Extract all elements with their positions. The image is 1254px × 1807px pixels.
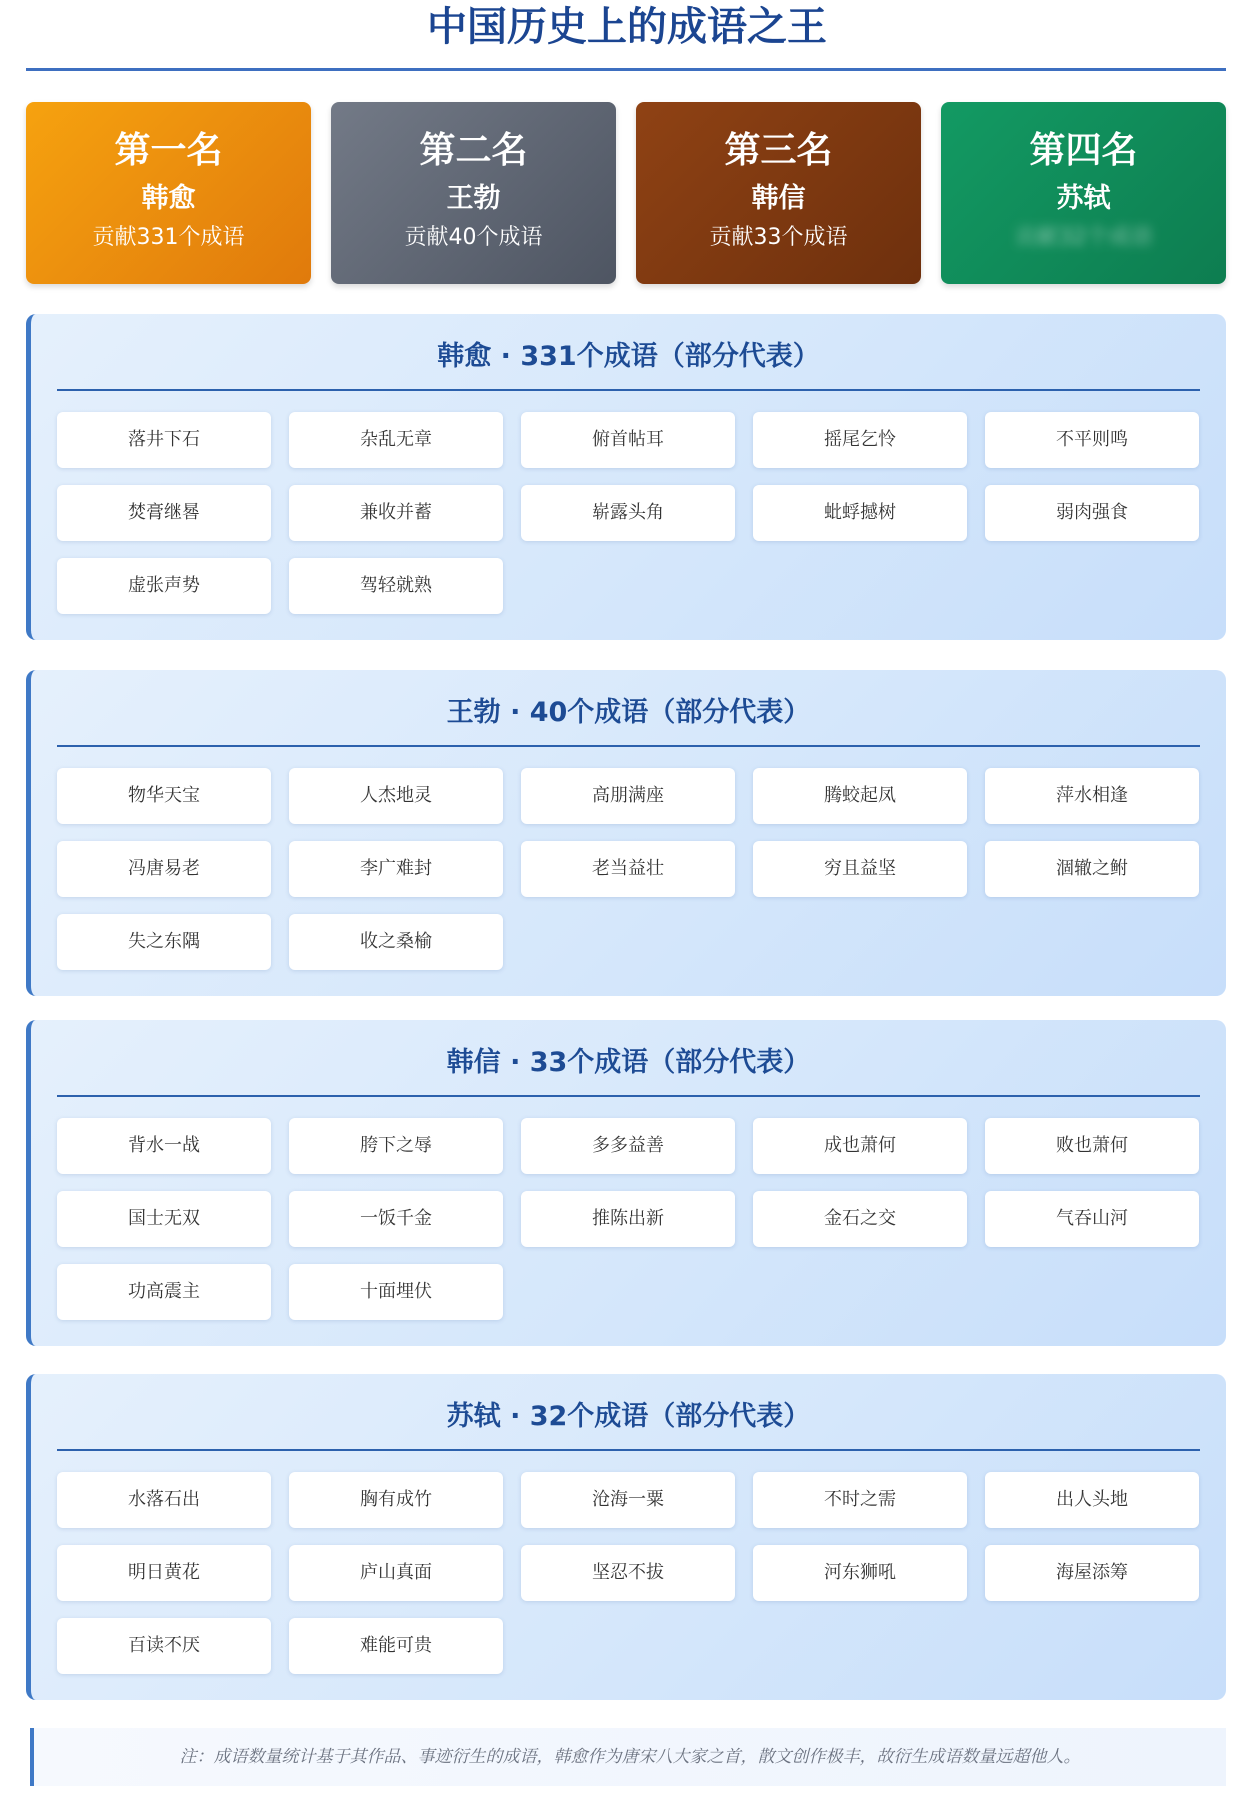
idiom-chip: 庐山真面 [289,1545,503,1601]
idiom-chip: 胸有成竹 [289,1472,503,1528]
idiom-chip: 老当益壮 [521,841,735,897]
idiom-chip: 崭露头角 [521,485,735,541]
idiom-chip: 水落石出 [57,1472,271,1528]
idiom-chip: 兼收并蓄 [289,485,503,541]
idiom-chip: 海屋添筹 [985,1545,1199,1601]
section-title: 韩愈 · 331个成语（部分代表） [437,341,820,372]
idiom-chip: 物华天宝 [57,768,271,824]
rank-label: 第一名 [114,130,223,171]
idiom-chip: 落井下石 [57,412,271,468]
idiom-chip: 难能可贵 [289,1618,503,1674]
idiom-chip: 杂乱无章 [289,412,503,468]
idiom-chip: 十面埋伏 [289,1264,503,1320]
idiom-chip: 出人头地 [985,1472,1199,1528]
idiom-chip: 驾轻就熟 [289,558,503,614]
idiom-chip: 高朋满座 [521,768,735,824]
idiom-chip: 摇尾乞怜 [753,412,967,468]
rank-card-first [26,102,311,284]
rank-card-third [636,102,921,284]
rank-person-name: 韩信 [751,183,806,214]
idiom-chip: 弱肉强食 [985,485,1199,541]
footnote [30,1728,1226,1786]
rank-label: 第三名 [724,130,833,171]
idiom-chip: 坚忍不拔 [521,1545,735,1601]
footnote-text: 注：成语数量统计基于其作品、事迹衍生的成语，韩愈作为唐宋八大家之首，散文创作极丰，故衍生成语数量远超他人。 [179,1747,1081,1767]
idiom-chip: 冯唐易老 [57,841,271,897]
section-hanxin [26,1020,1226,1346]
section-divider [57,389,1200,391]
rank-person-name: 苏轼 [1056,183,1111,214]
section-title: 王勃 · 40个成语（部分代表） [446,697,811,728]
idiom-chip: 功高震主 [57,1264,271,1320]
idiom-chip: 沧海一粟 [521,1472,735,1528]
idiom-chip: 涸辙之鲋 [985,841,1199,897]
idiom-chip: 蚍蜉撼树 [753,485,967,541]
idiom-chip: 不时之需 [753,1472,967,1528]
idiom-chip: 推陈出新 [521,1191,735,1247]
idiom-chip: 不平则鸣 [985,412,1199,468]
idiom-chip: 胯下之辱 [289,1118,503,1174]
idiom-chip: 失之东隅 [57,914,271,970]
rank-person-name: 王勃 [446,183,501,214]
section-title: 苏轼 · 32个成语（部分代表） [446,1401,811,1432]
page-title: 中国历史上的成语之王 [427,4,827,50]
idiom-chip: 人杰地灵 [289,768,503,824]
idiom-chip: 百读不厌 [57,1618,271,1674]
idiom-chip: 李广难封 [289,841,503,897]
idiom-chip: 腾蛟起凤 [753,768,967,824]
rank-label: 第四名 [1029,130,1138,171]
idiom-chip: 虚张声势 [57,558,271,614]
section-divider [57,1449,1200,1451]
ranking-cards [26,102,1226,284]
idiom-chip: 河东狮吼 [753,1545,967,1601]
idiom-chip: 金石之交 [753,1191,967,1247]
idiom-chip: 国士无双 [57,1191,271,1247]
idiom-chip: 俯首帖耳 [521,412,735,468]
rank-contribution: 贡献40个成语 [404,225,543,250]
idiom-chip: 成也萧何 [753,1118,967,1174]
idiom-chip: 气吞山河 [985,1191,1199,1247]
idiom-chip: 收之桑榆 [289,914,503,970]
title-divider [26,68,1226,71]
section-title: 韩信 · 33个成语（部分代表） [446,1047,811,1078]
rank-person-name: 韩愈 [141,183,196,214]
idiom-chip: 明日黄花 [57,1545,271,1601]
idiom-chip: 焚膏继晷 [57,485,271,541]
idiom-chip: 多多益善 [521,1118,735,1174]
idiom-chip: 败也萧何 [985,1118,1199,1174]
idiom-chip: 背水一战 [57,1118,271,1174]
rank-contribution: 贡献33个成语 [709,225,848,250]
section-wangbo [26,670,1226,996]
section-hanyu [26,314,1226,640]
rank-contribution: 贡献331个成语 [92,225,245,250]
rank-card-fourth [941,102,1226,284]
section-sushi [26,1374,1226,1700]
idiom-chip: 萍水相逢 [985,768,1199,824]
rank-card-second [331,102,616,284]
section-divider [57,745,1200,747]
idiom-chip: 穷且益坚 [753,841,967,897]
rank-label: 第二名 [419,130,528,171]
rank-contribution: 贡献32个成语 [1014,225,1153,250]
section-divider [57,1095,1200,1097]
idiom-chip: 一饭千金 [289,1191,503,1247]
